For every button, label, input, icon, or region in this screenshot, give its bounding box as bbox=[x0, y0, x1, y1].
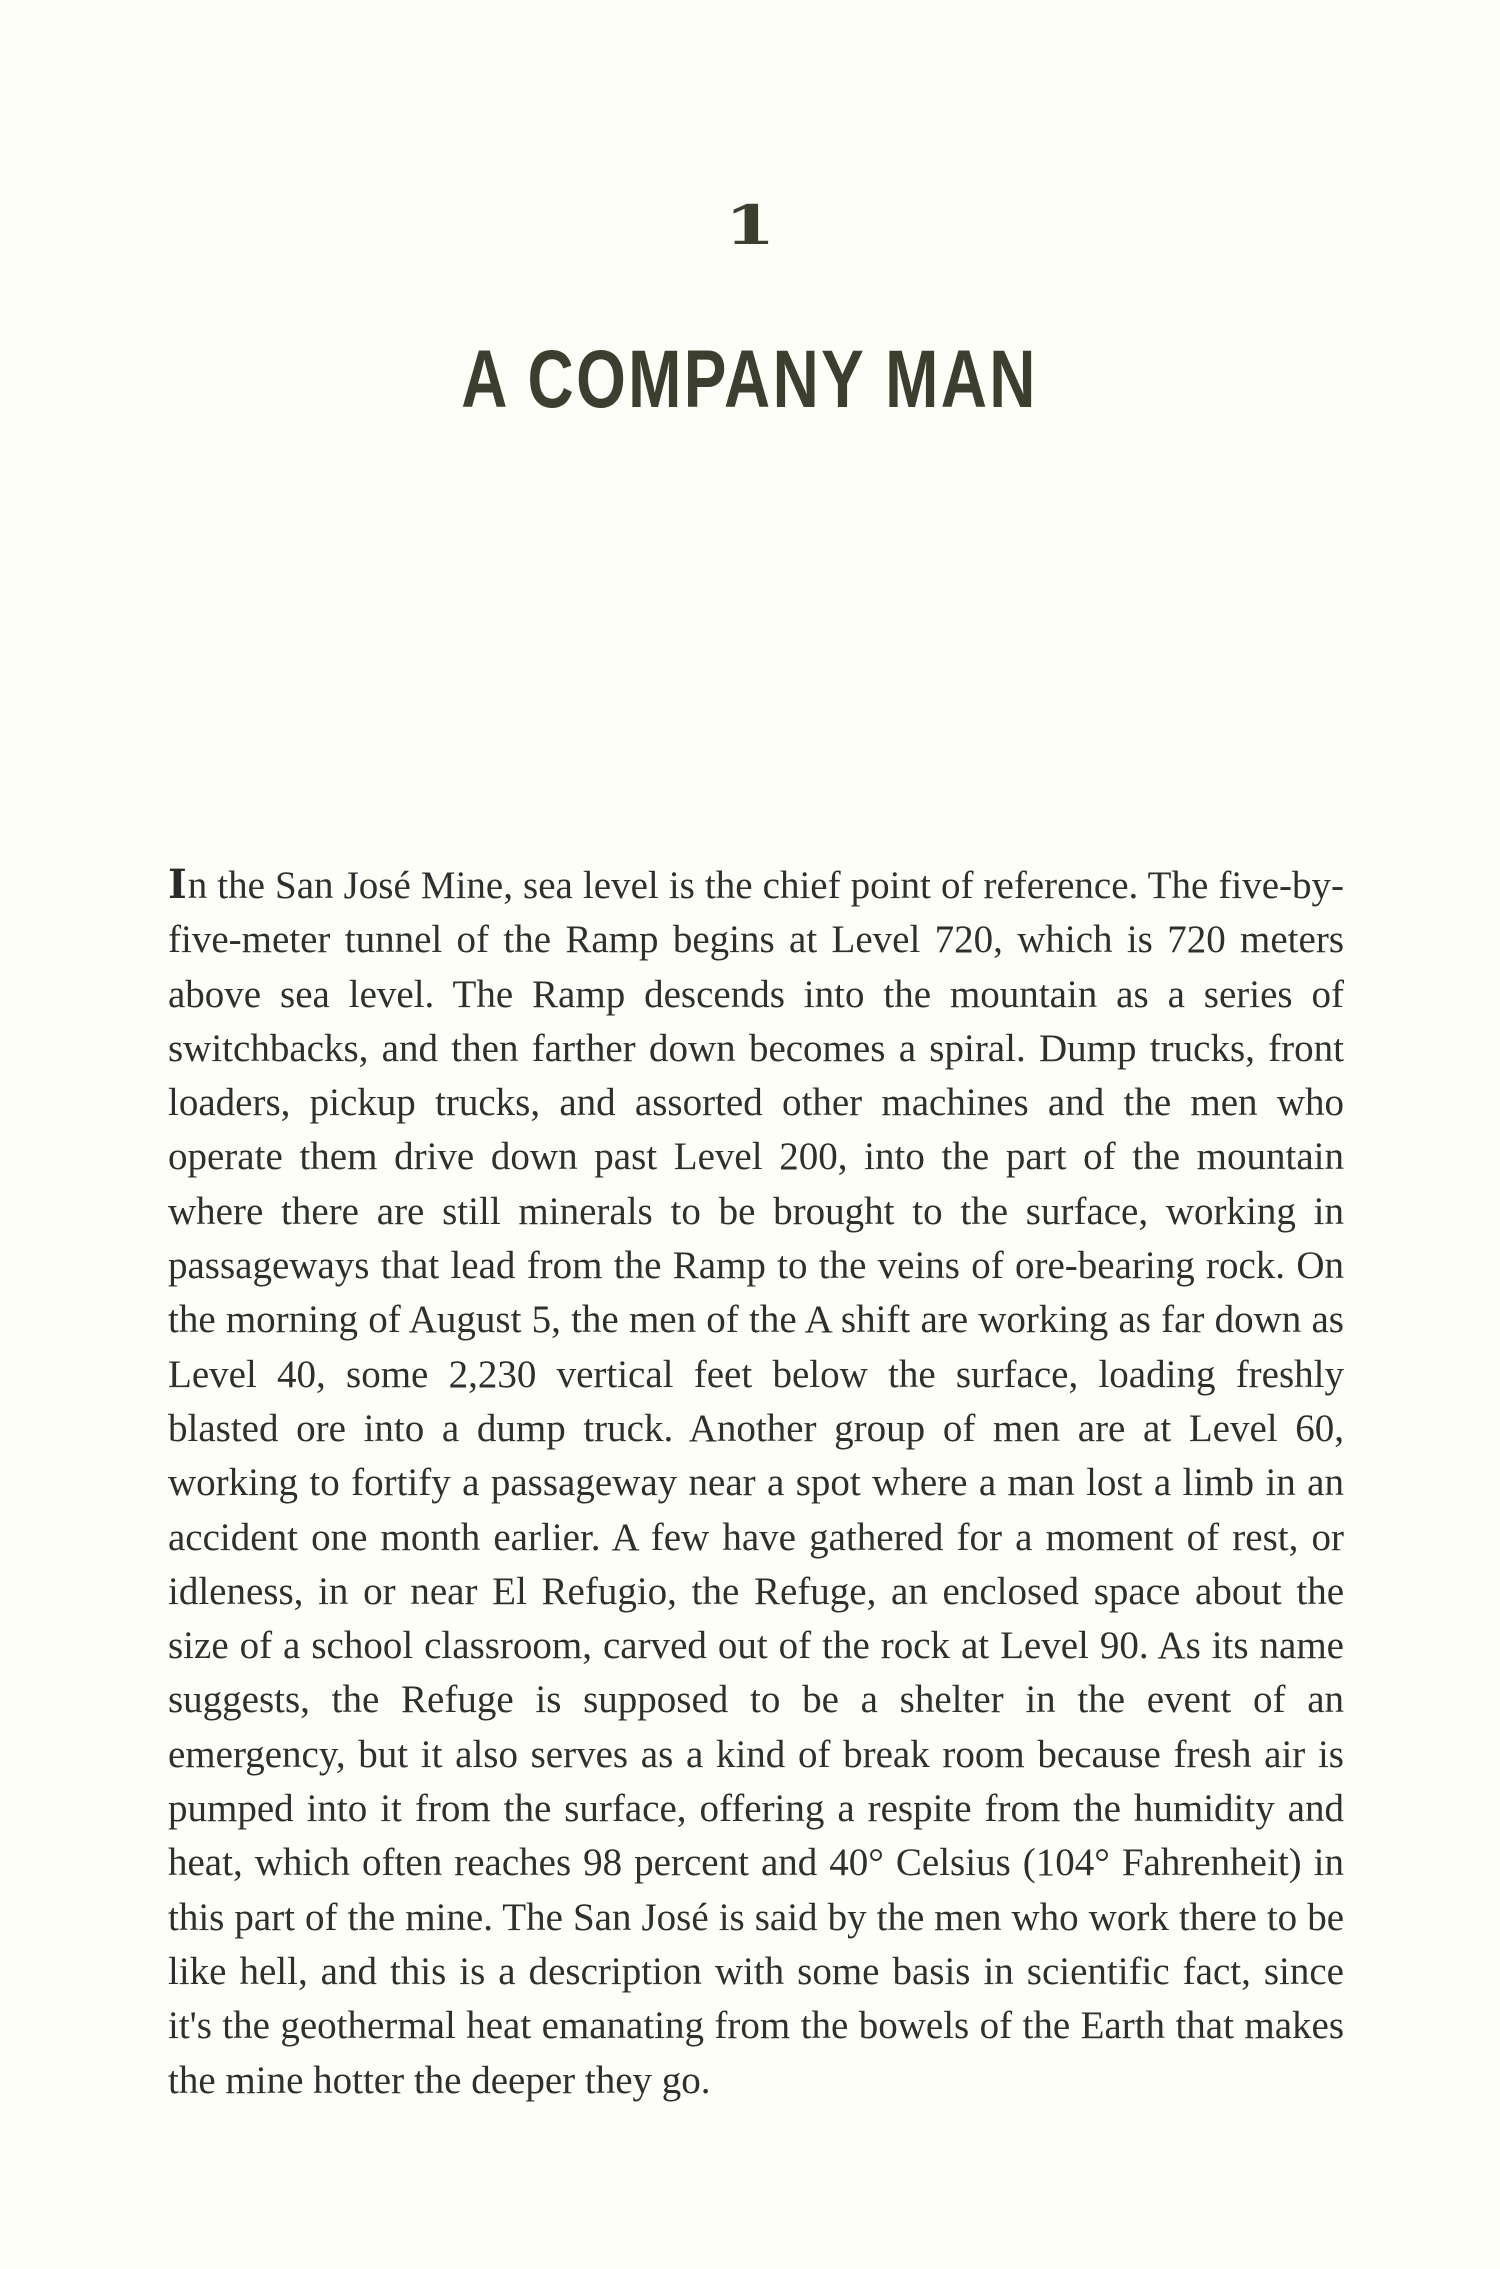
paragraph-text: n the San José Mine, sea level is the chief point of reference. The five-by-five-meter tunnel of the Ramp begins at Level 720, which is 720 meters above sea level. The Ramp descends into the mountain as a series of switchbacks, and then farther down becomes a spiral. Dump trucks, front loaders, pickup trucks, and assorted other machines and the men who operate them drive down past Level 200, into the part of the mountain where there are still minerals to be brought to the surface, working in passageways that lead from the Ramp to the veins of ore-bearing rock. On the morning of August 5, the men of the A shift are working as far down as Level 40, some 2,230 vertical feet below the surface, loading freshly blasted ore into a dump truck. Another group of men are at Level 60, working to fortify a passageway near a spot where a man lost a limb in an accident one month earlier. A few have gathered for a moment of rest, or idleness, in or near El Refugio, the Refuge, an enclosed space about the size of a school classroom, carved out of the rock at Level 90. As its name suggests, the Refuge is supposed to be a shelter in the event of an emergency, but it also serves as a kind of break room because fresh air is pumped into it from the surface, offering a respite from the humidity and heat, which often reaches 98 percent and 40° Celsius (104° Fahrenheit) in this part of the mine. The San José is said by the men who work there to be like hell, and this is a description with some basis in scientific fact, since it's the geothermal heat emanating from the bowels of the Earth that makes the mine hotter the deeper they go. bbox=[168, 864, 1344, 2102]
chapter-title bbox=[0, 330, 1500, 430]
drop-initial: I bbox=[168, 861, 188, 908]
chapter-number: 1 bbox=[724, 193, 776, 257]
chapter-title-text: A COMPANY MAN bbox=[461, 334, 1039, 425]
body-paragraph bbox=[168, 858, 1344, 2108]
